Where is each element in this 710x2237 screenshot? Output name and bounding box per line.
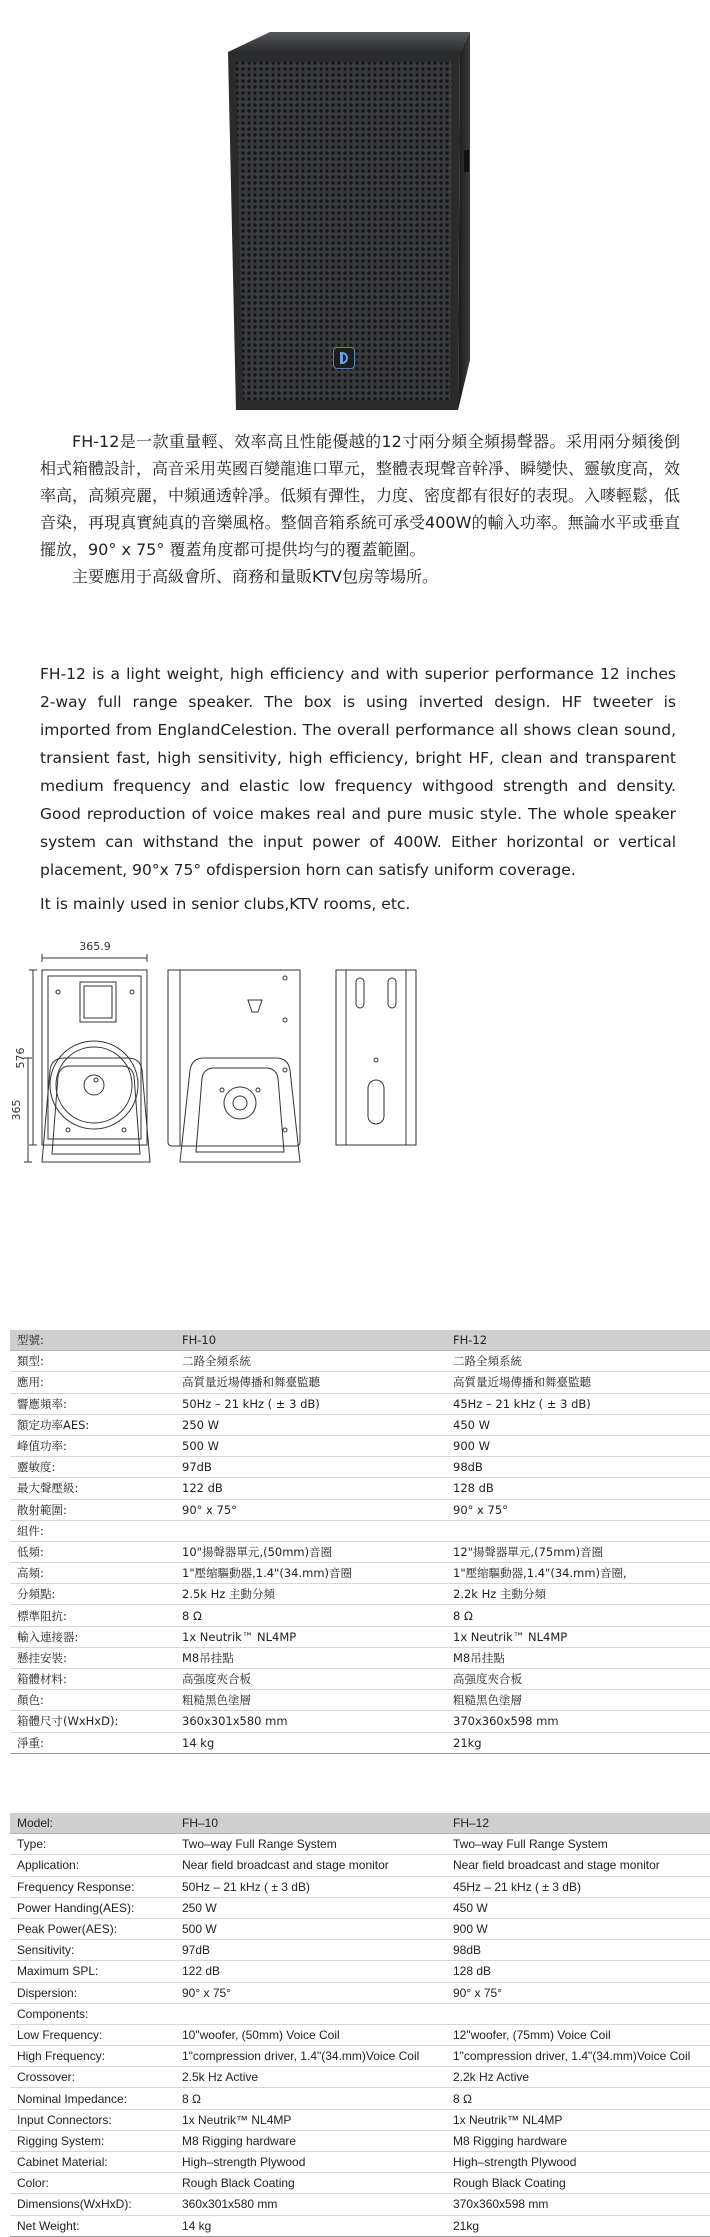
table-row <box>10 1563 710 1584</box>
spec-value-cell: 高質量近場傳播和舞臺監聽 <box>175 1372 446 1393</box>
spec-value-cell: 45Hz – 21 kHz ( ± 3 dB) <box>446 1393 710 1414</box>
table-row <box>10 2046 710 2067</box>
table-row <box>10 1605 710 1626</box>
table-row <box>10 1961 710 1982</box>
spec-value-cell: Two–way Full Range System <box>175 1834 446 1855</box>
spec-value-cell: 250 W <box>175 1897 446 1918</box>
table-row <box>10 2194 710 2215</box>
spec-value-cell: Near field broadcast and stage monitor <box>175 1855 446 1876</box>
table-row <box>10 1647 710 1668</box>
spec-value-cell: M8 Rigging hardware <box>446 2130 710 2151</box>
spec-value-cell: High–strength Plywood <box>446 2152 710 2173</box>
width-dimension-label: 365.9 <box>79 940 111 953</box>
spec-value-cell: 128 dB <box>446 1961 710 1982</box>
spec-label-cell: 淨重: <box>10 1732 175 1753</box>
table-row <box>10 2152 710 2173</box>
spec-value-cell: Rough Black Coating <box>175 2173 446 2194</box>
table-row <box>10 2067 710 2088</box>
spec-label-cell: 箱體材料: <box>10 1669 175 1690</box>
spec-value-cell: 21kg <box>446 1732 710 1753</box>
spec-label-cell: 分頻點: <box>10 1584 175 1605</box>
spec-value-cell: 1"compression driver, 1.4"(34.mm)Voice Coil <box>175 2046 446 2067</box>
spec-value-cell: 90° x 75° <box>175 1982 446 2003</box>
spec-value-cell: Rough Black Coating <box>446 2173 710 2194</box>
spec-label-cell: 應用: <box>10 1372 175 1393</box>
spec-value-cell: 8 Ω <box>446 2088 710 2109</box>
spec-value-cell: 500 W <box>175 1435 446 1456</box>
cn-application-text: 主要應用于高級會所、商務和量販KTV包房等場所。 <box>72 567 438 586</box>
table-row <box>10 1414 710 1435</box>
spec-value-cell: 98dB <box>446 1457 710 1478</box>
table-row <box>10 1876 710 1897</box>
spec-label-cell: 低頻: <box>10 1541 175 1562</box>
spec-label-cell: Application: <box>10 1855 175 1876</box>
spec-label-cell: 靈敏度: <box>10 1457 175 1478</box>
spec-label-cell: 標準阻抗: <box>10 1605 175 1626</box>
spec-value-cell: 10"揚聲器單元,(50mm)音圈 <box>175 1541 446 1562</box>
table-row <box>10 1584 710 1605</box>
spec-value-cell: 45Hz – 21 kHz ( ± 3 dB) <box>446 1876 710 1897</box>
spec-value-cell: Two–way Full Range System <box>446 1834 710 1855</box>
spec-label-cell: Type: <box>10 1834 175 1855</box>
spec-label-cell: 顏色: <box>10 1690 175 1711</box>
spec-label-cell: Input Connectors: <box>10 2109 175 2130</box>
spec-value-cell: 粗糙黑色塗層 <box>175 1690 446 1711</box>
table-header-row <box>10 1330 710 1351</box>
spec-value-cell <box>175 2003 446 2024</box>
table-row <box>10 1372 710 1393</box>
spec-label-cell: 額定功率AES: <box>10 1414 175 1435</box>
spec-value-cell: 370x360x598 mm <box>446 2194 710 2215</box>
spec-label-cell: Net Weight: <box>10 2215 175 2236</box>
spec-value-cell: 2.2k Hz Active <box>446 2067 710 2088</box>
table-row <box>10 1855 710 1876</box>
spec-label-cell: Dimensions(WxHxD): <box>10 2194 175 2215</box>
spec-label-cell: 輸入連接器: <box>10 1626 175 1647</box>
spec-value-cell: 122 dB <box>175 1478 446 1499</box>
spec-value-cell: 14 kg <box>175 2215 446 2236</box>
table-row <box>10 1711 710 1732</box>
spec-value-cell: 1x Neutrik™ NL4MP <box>175 1626 446 1647</box>
spec-value-cell: 12"woofer, (75mm) Voice Coil <box>446 2024 710 2045</box>
en-description-text: FH-12 is a light weight, high efficiency and with superior performance 12 inches 2-way full range speaker. The box is using inverted design. HF tweeter is imported from EnglandCelestion. The overall performance all shows clean sound, transient fast, high sensitivity, high efficiency, bright HF, clean and transparent medium frequency and elastic low frequency withgood strength and density. Good reproduction of voice makes real and pure music style. The whole speaker system can withstand the input power of 400W. Either horizontal or vertical placement, 90°x 75° ofdispersion horn can satisfy uniform coverage. <box>40 665 676 879</box>
spec-label-cell: 高頻: <box>10 1563 175 1584</box>
table-row <box>10 1457 710 1478</box>
spec-value-cell: 21kg <box>446 2215 710 2236</box>
spec-value-cell: 122 dB <box>175 1961 446 1982</box>
spec-value-cell: 128 dB <box>446 1478 710 1499</box>
spec-value-cell: 1"compression driver, 1.4"(34.mm)Voice Coil <box>446 2046 710 2067</box>
spec-value-cell: 98dB <box>446 1940 710 1961</box>
spec-value-cell: 1x Neutrik™ NL4MP <box>446 2109 710 2130</box>
spec-value-cell: 高强度夾合板 <box>446 1669 710 1690</box>
spec-value-cell <box>175 1520 446 1541</box>
spec-value-cell: FH–10 <box>175 1813 446 1834</box>
spec-value-cell: M8 Rigging hardware <box>175 2130 446 2151</box>
spec-value-cell: 8 Ω <box>175 1605 446 1626</box>
table-row <box>10 2088 710 2109</box>
spec-label-cell: Model: <box>10 1813 175 1834</box>
spec-label-cell: 組件: <box>10 1520 175 1541</box>
spec-label-cell: Frequency Response: <box>10 1876 175 1897</box>
spec-value-cell: 250 W <box>175 1414 446 1435</box>
spec-table-english <box>10 1813 710 2237</box>
spec-value-cell: 360x301x580 mm <box>175 2194 446 2215</box>
spec-value-cell: 2.5k Hz 主動分頻 <box>175 1584 446 1605</box>
spec-value-cell: 1x Neutrik™ NL4MP <box>175 2109 446 2130</box>
spec-label-cell: Sensitivity: <box>10 1940 175 1961</box>
spec-label-cell: Peak Power(AES): <box>10 1918 175 1939</box>
spec-value-cell: Near field broadcast and stage monitor <box>446 1855 710 1876</box>
spec-value-cell: 450 W <box>446 1897 710 1918</box>
english-description <box>40 660 676 918</box>
spec-label-cell: 類型: <box>10 1351 175 1372</box>
front-view-drawing <box>29 954 147 1145</box>
table-header-row <box>10 1813 710 1834</box>
spec-value-cell: 8 Ω <box>175 2088 446 2109</box>
spec-value-cell: 900 W <box>446 1918 710 1939</box>
spec-label-cell: High Frequency: <box>10 2046 175 2067</box>
spec-label-cell: 最大聲壓級: <box>10 1478 175 1499</box>
table-row <box>10 1732 710 1753</box>
spec-value-cell: 450 W <box>446 1414 710 1435</box>
spec-value-cell: 97dB <box>175 1457 446 1478</box>
spec-value-cell: 90° x 75° <box>446 1982 710 2003</box>
spec-value-cell: 14 kg <box>175 1732 446 1753</box>
spec-value-cell: 1x Neutrik™ NL4MP <box>446 1626 710 1647</box>
chinese-description <box>40 428 680 590</box>
cn-description-text: FH-12是一款重量輕、效率高且性能優越的12寸兩分頻全頻揚聲器。采用兩分頻後倒相式箱體設計，高音采用英國百變龍進口單元，整體表現聲音幹凈、瞬變快、靈敏度高，效率高，高頻亮麗，中頻通透幹凈。低頻有彈性，力度、密度都有很好的表現。入嘜輕鬆，低音染，再現真實純真的音樂風格。整個音箱系統可承受400W的輸入功率。無論水平或垂直擺放，90° x 75° 覆蓋角度都可提供均勻的覆蓋範圍。 <box>40 432 681 559</box>
table-row <box>10 2130 710 2151</box>
spec-value-cell: 97dB <box>175 1940 446 1961</box>
table-row <box>10 1520 710 1541</box>
spec-value-cell: 90° x 75° <box>175 1499 446 1520</box>
table-row <box>10 1435 710 1456</box>
spec-label-cell: Components: <box>10 2003 175 2024</box>
table-row <box>10 1918 710 1939</box>
spec-value-cell <box>446 1520 710 1541</box>
spec-label-cell: Power Handing(AES): <box>10 1897 175 1918</box>
table-row <box>10 2024 710 2045</box>
table-row <box>10 2215 710 2236</box>
speaker-photo <box>0 0 710 420</box>
table-row <box>10 1690 710 1711</box>
table-row <box>10 2003 710 2024</box>
spec-value-cell: M8吊挂點 <box>175 1647 446 1668</box>
table-row <box>10 1940 710 1961</box>
spec-label-cell: Dispersion: <box>10 1982 175 2003</box>
spec-value-cell: 二路全頻系統 <box>175 1351 446 1372</box>
table-row <box>10 2173 710 2194</box>
spec-value-cell: 370x360x598 mm <box>446 1711 710 1732</box>
spec-value-cell: 900 W <box>446 1435 710 1456</box>
top-view-drawing <box>24 1058 150 1162</box>
spec-value-cell <box>446 2003 710 2024</box>
spec-value-cell: 360x301x580 mm <box>175 1711 446 1732</box>
spec-label-cell: Nominal Impedance: <box>10 2088 175 2109</box>
spec-label-cell: Crossover: <box>10 2067 175 2088</box>
spec-value-cell: FH-12 <box>446 1330 710 1351</box>
spec-value-cell: 12"揚聲器單元,(75mm)音圈 <box>446 1541 710 1562</box>
table-row <box>10 1541 710 1562</box>
table-row <box>10 1478 710 1499</box>
technical-drawings <box>0 930 710 1310</box>
depth-dimension-label: 365 <box>10 1099 23 1121</box>
spec-label-cell: 響應頻率: <box>10 1393 175 1414</box>
spec-value-cell: FH-10 <box>175 1330 446 1351</box>
spec-value-cell: High–strength Plywood <box>175 2152 446 2173</box>
spec-value-cell: 50Hz – 21 kHz ( ± 3 dB) <box>175 1393 446 1414</box>
spec-label-cell: Low Frequency: <box>10 2024 175 2045</box>
spec-value-cell: 90° x 75° <box>446 1499 710 1520</box>
table-row <box>10 1499 710 1520</box>
spec-value-cell: 1"壓缩驅動器,1.4"(34.mm)音圈 <box>175 1563 446 1584</box>
table-row <box>10 1669 710 1690</box>
spec-value-cell: 2.2k Hz 主動分頻 <box>446 1584 710 1605</box>
spec-label-cell: 峰值功率: <box>10 1435 175 1456</box>
spec-value-cell: 高質量近場傳播和舞臺監聽 <box>446 1372 710 1393</box>
height-dimension-label: 576 <box>14 1047 27 1069</box>
spec-label-cell: 型號: <box>10 1330 175 1351</box>
spec-value-cell: 二路全頻系統 <box>446 1351 710 1372</box>
spec-label-cell: Rigging System: <box>10 2130 175 2151</box>
spec-value-cell: 2.5k Hz Active <box>175 2067 446 2088</box>
spec-value-cell: 8 Ω <box>446 1605 710 1626</box>
spec-value-cell: 1"壓缩驅動器,1.4"(34.mm)音圈, <box>446 1563 710 1584</box>
spec-value-cell: M8吊挂點 <box>446 1647 710 1668</box>
table-row <box>10 1834 710 1855</box>
table-row <box>10 2109 710 2130</box>
spec-value-cell: 50Hz – 21 kHz ( ± 3 dB) <box>175 1876 446 1897</box>
spec-label-cell: Maximum SPL: <box>10 1961 175 1982</box>
spec-value-cell: 10"woofer, (50mm) Voice Coil <box>175 2024 446 2045</box>
spec-value-cell: 粗糙黑色塗層 <box>446 1690 710 1711</box>
spec-label-cell: Cabinet Material: <box>10 2152 175 2173</box>
spec-label-cell: 懸挂安裝: <box>10 1647 175 1668</box>
side-view-drawing <box>336 970 416 1145</box>
table-row <box>10 1897 710 1918</box>
spec-value-cell: 500 W <box>175 1918 446 1939</box>
speaker-logo-icon <box>333 347 355 369</box>
spec-label-cell: 箱體尺寸(WxHxD): <box>10 1711 175 1732</box>
spec-value-cell: FH–12 <box>446 1813 710 1834</box>
spec-label-cell: 散射範圍: <box>10 1499 175 1520</box>
spec-value-cell: 高强度夾合板 <box>175 1669 446 1690</box>
spec-table-chinese <box>10 1330 710 1754</box>
table-row <box>10 1351 710 1372</box>
spec-label-cell: Color: <box>10 2173 175 2194</box>
table-row <box>10 1626 710 1647</box>
table-row <box>10 1982 710 2003</box>
en-application-text: It is mainly used in senior clubs,KTV rooms, etc. <box>40 895 411 913</box>
table-row <box>10 1393 710 1414</box>
